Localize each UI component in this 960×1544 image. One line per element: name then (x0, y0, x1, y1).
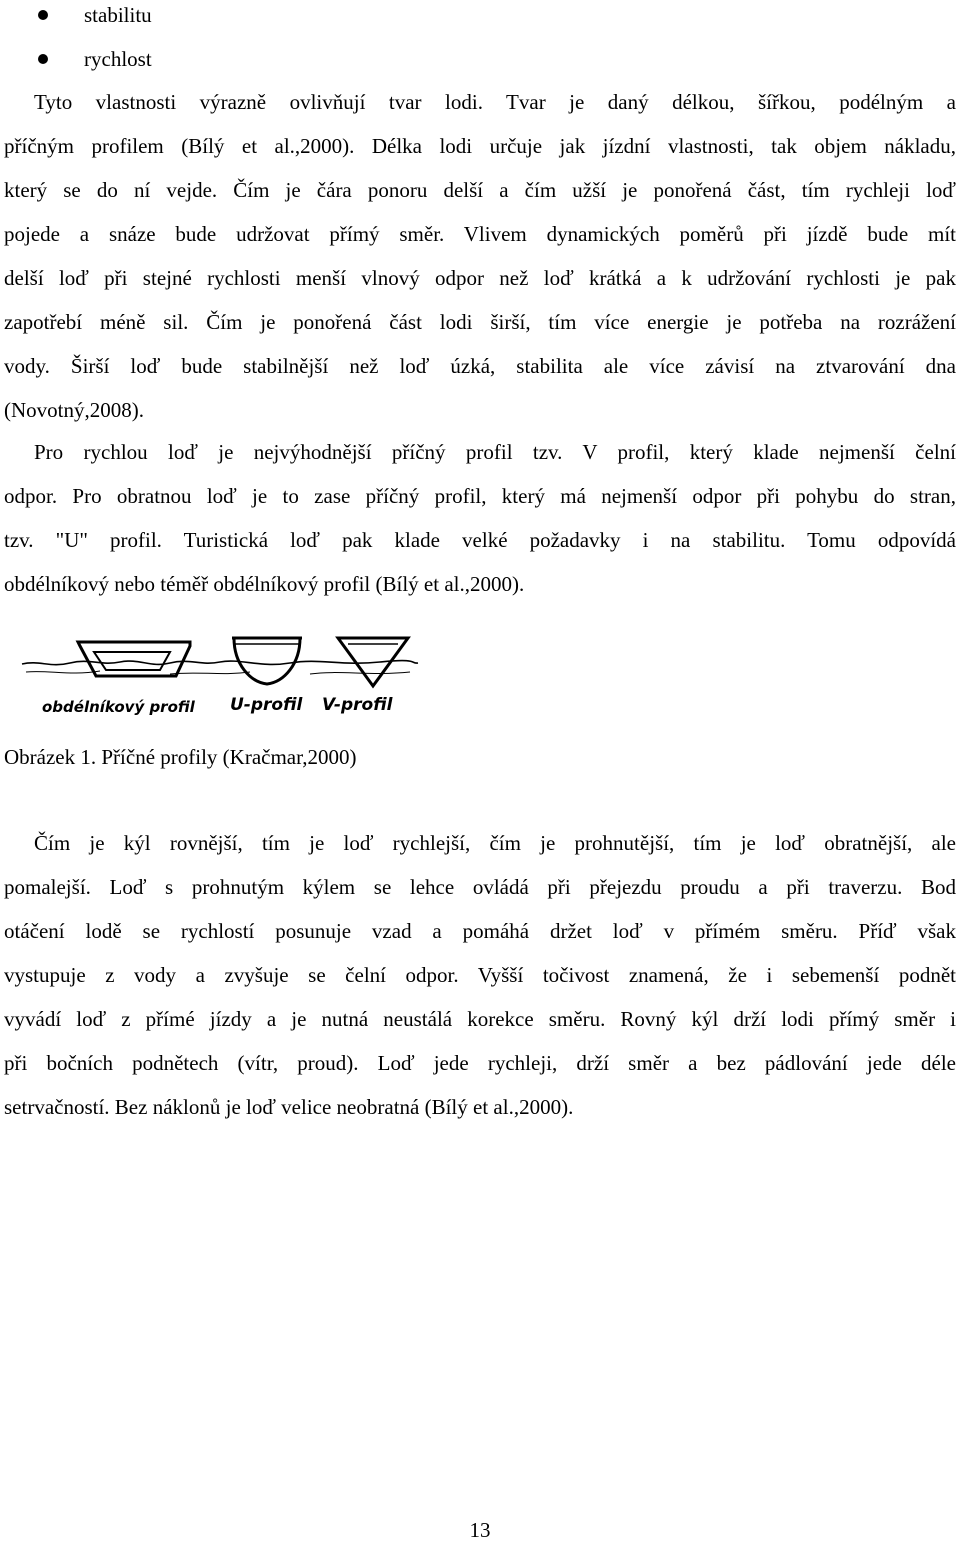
text-line: vyvádí loď z přímé jízdy a je nutná neustálá korekce směru. Rovný kýl drží lodi přímý směr i (4, 1007, 956, 1031)
text-line: Pro rychlou loď je nejvýhodnější příčný profil tzv. V profil, který klade nejmenší čelní (34, 440, 956, 464)
text-line: pojede a snáze bude udržovat přímý směr. Vlivem dynamických poměrů při jízdě bude mít (4, 222, 956, 246)
bullet-item (0, 0, 400, 30)
text-line: zapotřebí méně sil. Čím je ponořená část lodi širší, tím více energie je potřeba na rozrážení (4, 310, 956, 334)
text-line: Tyto vlastnosti výrazně ovlivňují tvar lodi. Tvar je daný délkou, šířkou, podélným a (34, 90, 956, 114)
label-v-profile: V-profil (322, 695, 393, 715)
text-line: vystupuje z vody a zvyšuje se čelní odpor. Vyšší točivost znamená, že i sebemenší podnět (4, 963, 956, 987)
text-line: pomalejší. Loď s prohnutým kýlem se lehce ovládá při přejezdu proudu a při traverzu. Bod (4, 875, 956, 899)
text-line: příčným profilem (Bílý et al.,2000). Délka lodi určuje jak jízdní vlastnosti, tak objem nákladu, (4, 134, 956, 158)
text-line: vody. Širší loď bude stabilnější než loď úzká, stabilita ale více závisí na ztvarování dna (4, 354, 956, 378)
label-rectangular-profile: obdélníkový profil (42, 698, 195, 716)
bullet-label: rychlost (84, 47, 152, 71)
profiles-figure (20, 630, 420, 722)
text-line: při bočních podnětech (vítr, proud). Loď jede rychleji, drží směr a bez pádlování jede déle (4, 1051, 956, 1075)
text-line: otáčení lodě se rychlostí posunuje vzad a pomáhá držet loď v přímém směru. Příď však (4, 919, 956, 943)
text-line: Čím je kýl rovnější, tím je loď rychlejší, čím je prohnutější, tím je loď obratnější, ale (34, 831, 956, 855)
text-line: (Novotný,2008). (4, 398, 144, 422)
text-line: který se do ní vejde. Čím je čára ponoru delší a čím užší je ponořená část, tím rychleji loď (4, 178, 956, 202)
profiles-sketch (20, 630, 420, 722)
text-line: tzv. "U" profil. Turistická loď pak klade velké požadavky i na stabilitu. Tomu odpovídá (4, 528, 956, 552)
figure-caption: Obrázek 1. Příčné profily (Kračmar,2000) (4, 745, 357, 769)
bullet-dot-icon (38, 10, 48, 20)
water-ripples (26, 671, 410, 674)
u-hull-shape (232, 638, 302, 684)
bullet-label: stabilitu (84, 3, 152, 27)
text-line: odpor. Pro obratnou loď je to zase příčný profil, který má nejmenší odpor při pohybu do stran, (4, 484, 956, 508)
label-u-profile: U-profil (230, 695, 303, 715)
text-line: obdélníkový nebo téměř obdélníkový profil (Bílý et al.,2000). (4, 572, 525, 596)
bullet-dot-icon (38, 54, 48, 64)
bullet-item (0, 44, 400, 74)
page-number: 13 (469, 1518, 491, 1542)
text-line: setrvačností. Bez náklonů je loď velice neobratná (Bílý et al.,2000). (4, 1095, 574, 1119)
text-line: delší loď při stejné rychlosti menší vlnový odpor než loď krátká a k udržování rychlosti je pak (4, 266, 956, 290)
